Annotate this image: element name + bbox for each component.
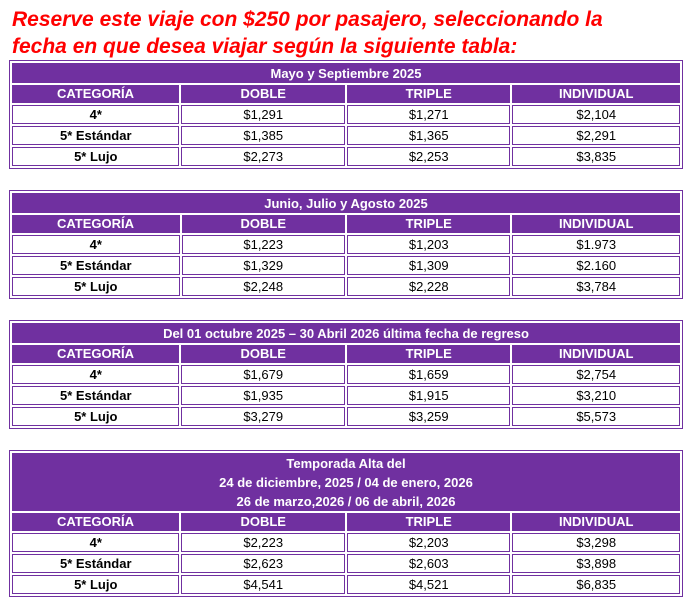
price-cell: $1,935 [181, 386, 344, 405]
price-table-3 [9, 320, 683, 429]
price-cell: $3,298 [512, 533, 680, 552]
price-cell: $1,365 [347, 126, 510, 145]
table-row [12, 386, 680, 405]
header-categoria: CATEGORÍA [12, 215, 180, 233]
table-spacer [9, 169, 683, 190]
price-cell: $3,835 [512, 147, 680, 166]
table-row [12, 554, 680, 573]
column-header-row [12, 85, 680, 103]
header-doble: DOBLE [181, 345, 344, 363]
price-cell: $2,248 [182, 277, 345, 296]
intro-text [12, 6, 682, 60]
price-cell: $1,271 [347, 105, 510, 124]
price-cell: $1,385 [181, 126, 344, 145]
category-cell: 4* [12, 235, 180, 254]
price-cell: $1,679 [181, 365, 344, 384]
table-title [12, 193, 680, 213]
header-individual: INDIVIDUAL [512, 345, 680, 363]
header-categoria: CATEGORÍA [12, 85, 179, 103]
header-triple: TRIPLE [347, 513, 510, 531]
table-title-row [12, 63, 680, 83]
price-cell: $2,104 [512, 105, 680, 124]
price-cell: $1,291 [181, 105, 344, 124]
price-cell: $1,223 [182, 235, 345, 254]
intro-line-1: Reserve este viaje con $250 por pasajero, seleccionando la [12, 8, 603, 31]
header-categoria: CATEGORÍA [12, 513, 179, 531]
price-cell: $1,915 [347, 386, 510, 405]
price-cell: $3,210 [512, 386, 680, 405]
price-cell: $2.160 [512, 256, 680, 275]
table-title-line: Junio, Julio y Agosto 2025 [264, 196, 428, 211]
price-cell: $2,754 [512, 365, 680, 384]
category-cell: 5* Estándar [12, 126, 179, 145]
category-cell: 5* Lujo [12, 575, 179, 594]
price-cell: $3,784 [512, 277, 680, 296]
price-cell: $1,203 [347, 235, 510, 254]
price-cell: $1,309 [347, 256, 510, 275]
table-title-row [12, 193, 680, 213]
price-cell: $2,253 [347, 147, 510, 166]
table-row [12, 256, 680, 275]
price-table-4 [9, 450, 683, 597]
price-cell: $5,573 [512, 407, 680, 426]
price-cell: $1,659 [347, 365, 510, 384]
price-cell: $3,259 [347, 407, 510, 426]
category-cell: 4* [12, 533, 179, 552]
category-cell: 4* [12, 365, 179, 384]
price-cell: $2,603 [347, 554, 510, 573]
price-cell: $2,291 [512, 126, 680, 145]
category-cell: 5* Lujo [12, 277, 180, 296]
table-row [12, 575, 680, 594]
header-doble: DOBLE [181, 85, 344, 103]
column-header-row [12, 513, 680, 531]
table-row [12, 365, 680, 384]
intro-line-2: fecha en que desea viajar según la siguiente tabla: [12, 35, 518, 58]
table-title-line: 24 de diciembre, 2025 / 04 de enero, 2026 [219, 475, 473, 490]
column-header-row [12, 345, 680, 363]
table-title-line: 26 de marzo,2026 / 06 de abril, 2026 [236, 494, 456, 509]
category-cell: 5* Estándar [12, 554, 179, 573]
table-title-row [12, 453, 680, 511]
price-cell: $2,273 [181, 147, 344, 166]
category-cell: 5* Estándar [12, 256, 180, 275]
price-cell: $2,623 [181, 554, 344, 573]
category-cell: 5* Lujo [12, 147, 179, 166]
column-header-row [12, 215, 680, 233]
header-triple: TRIPLE [347, 345, 510, 363]
header-triple: TRIPLE [347, 215, 510, 233]
header-triple: TRIPLE [347, 85, 510, 103]
header-doble: DOBLE [181, 513, 344, 531]
price-cell: $2,228 [347, 277, 510, 296]
table-row [12, 533, 680, 552]
header-doble: DOBLE [182, 215, 345, 233]
header-individual: INDIVIDUAL [512, 85, 680, 103]
table-title [12, 323, 680, 343]
price-cell: $6,835 [512, 575, 680, 594]
table-spacer [9, 429, 683, 450]
price-cell: $1,329 [182, 256, 345, 275]
table-title-line: Temporada Alta del [286, 456, 406, 471]
category-cell: 5* Lujo [12, 407, 179, 426]
table-row [12, 235, 680, 254]
price-table-1 [9, 60, 683, 169]
price-tables [9, 60, 683, 597]
price-cell: $3,279 [181, 407, 344, 426]
category-cell: 4* [12, 105, 179, 124]
table-row [12, 105, 680, 124]
table-title-line: Del 01 octubre 2025 – 30 Abril 2026 última fecha de regreso [163, 326, 529, 341]
price-cell: $1.973 [512, 235, 680, 254]
category-cell: 5* Estándar [12, 386, 179, 405]
price-cell: $4,521 [347, 575, 510, 594]
table-row [12, 147, 680, 166]
header-categoria: CATEGORÍA [12, 345, 179, 363]
table-spacer [9, 299, 683, 320]
price-cell: $3,898 [512, 554, 680, 573]
table-title-line: Mayo y Septiembre 2025 [270, 66, 422, 81]
table-row [12, 126, 680, 145]
price-table-2 [9, 190, 683, 299]
header-individual: INDIVIDUAL [512, 215, 680, 233]
table-title [12, 63, 680, 83]
table-row [12, 277, 680, 296]
table-row [12, 407, 680, 426]
table-title-row [12, 323, 680, 343]
price-cell: $4,541 [181, 575, 344, 594]
price-cell: $2,223 [181, 533, 344, 552]
table-title [12, 453, 680, 511]
header-individual: INDIVIDUAL [512, 513, 680, 531]
price-cell: $2,203 [347, 533, 510, 552]
